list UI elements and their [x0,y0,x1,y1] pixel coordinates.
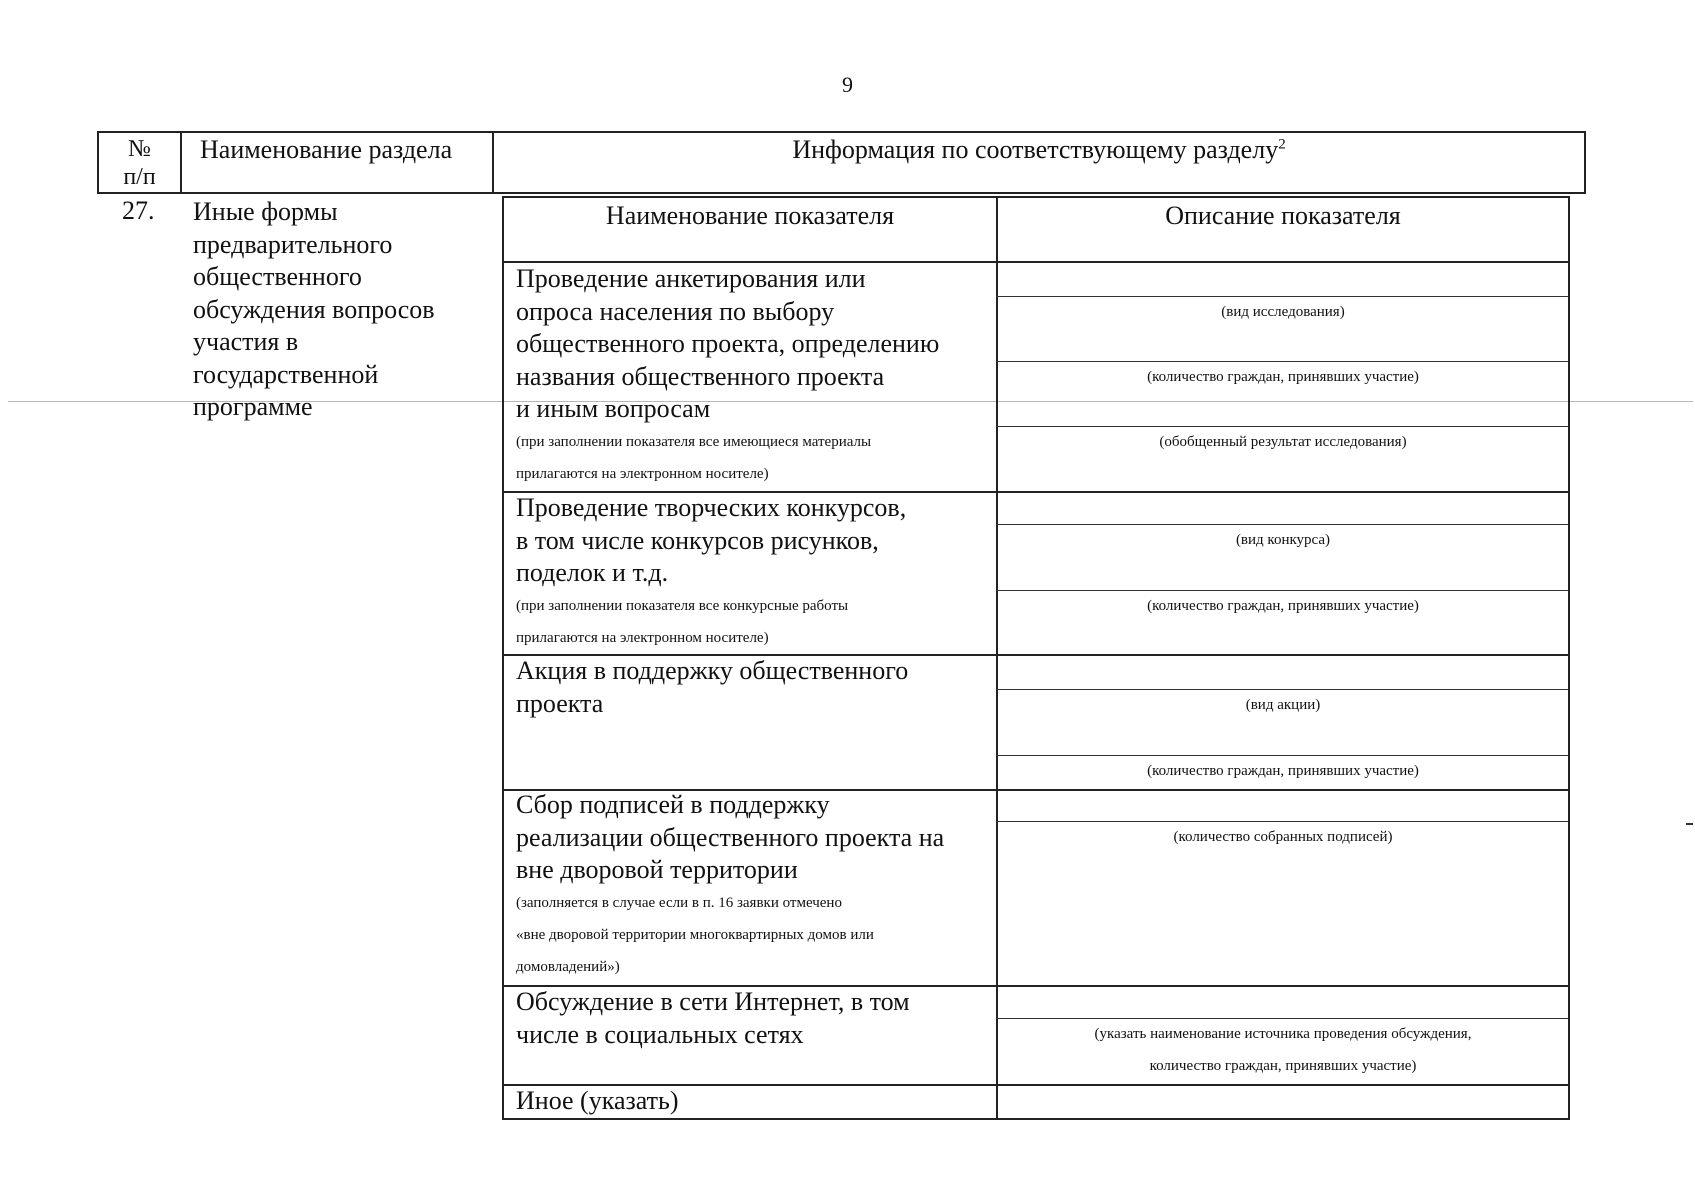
indicator-line: Сбор подписей в поддержку [516,790,830,819]
indicator-campaign [516,655,988,720]
indicator-line: реализации общественного проекта на [516,822,945,852]
section-line: обсуждения вопросов [193,294,435,324]
field-caption: (количество граждан, принявших участие) [1147,763,1419,779]
indicator-table [502,196,1570,1120]
field-caption: (количество собранных подписей) [1173,829,1393,845]
field-caption: (количество граждан, принявших участие) [1147,369,1419,385]
header-section-cell: Наименование раздела [182,133,494,192]
indicator-survey [516,263,988,490]
page-number: 9 [842,72,853,97]
section-line: программе [193,392,313,421]
field-caption: количество граждан, принявших участие) [1149,1058,1417,1074]
indicator-other [516,1085,988,1118]
section-line: Иные формы [193,197,338,226]
indicator-line: Акция в поддержку общественного [516,656,909,685]
field-caption: (вид акции) [1245,697,1321,713]
indicator-line: проекта [516,688,604,718]
indicator-line: числе в социальных сетях [516,1019,804,1049]
indicator-note: (при заполнении показателя все имеющиеся материалы [516,433,872,450]
indicator-line: общественного проекта, определению [516,329,940,358]
indicator-note: домовладений») [516,958,620,975]
header-number-abbr: п/п [123,164,156,190]
indicator-line: в том числе конкурсов рисунков, [516,525,879,555]
header-number-sign: № [128,136,151,162]
field-caption: (указать наименование источника проведения обсуждения, [1094,1026,1472,1042]
indicator-line: Проведение анкетирования или [516,264,866,293]
indicator-line: Иное (указать) [516,1086,679,1115]
field-caption: (количество граждан, принявших участие) [1147,598,1419,614]
indicator-line: и иным вопросам [516,394,711,423]
indicator-line: опроса населения по выбору [516,296,835,326]
indicator-internet [516,986,988,1051]
indicator-note: (при заполнении показателя все конкурсные работы [516,597,849,614]
margin-mark [1686,823,1693,825]
header-number-cell [99,133,182,192]
indicator-note: (заполняется в случае если в п. 16 заявки отмечено [516,894,842,911]
field-caption: (вид исследования) [1221,304,1345,320]
column-divider [996,198,998,1118]
indicator-note: «вне дворовой территории многоквартирных домов или [516,926,874,943]
indicator-line: названия общественного проекта [516,361,885,391]
indicator-note: прилагаются на электронном носителе) [516,629,769,646]
indicator-column-header: Наименование показателя [605,201,895,230]
row-number: 27. [122,196,155,225]
section-line: государственной [193,359,379,389]
description-column-header: Описание показателя [1165,201,1401,230]
indicator-contests [516,492,988,654]
section-line: общественного [193,262,362,291]
header-info-cell [494,133,1584,192]
section-line: участия в [193,327,299,356]
section-name [193,196,493,424]
header-info-text: Информация по соответствующему разделу [792,135,1279,164]
indicator-line: поделок и т.д. [516,558,669,587]
indicator-line: Проведение творческих конкурсов, [516,493,907,522]
field-caption: (вид конкурса) [1235,532,1331,548]
field-caption: (обобщенный результат исследования) [1159,434,1407,450]
indicator-line: вне дворовой территории [516,855,798,884]
indicator-note: прилагаются на электронном носителе) [516,465,769,482]
indicator-line: Обсуждение в сети Интернет, в том [516,987,910,1016]
footnote-ref: 2 [1278,136,1286,153]
header-table [97,131,1586,194]
indicator-signatures [516,789,988,983]
section-line: предварительного [193,229,393,259]
